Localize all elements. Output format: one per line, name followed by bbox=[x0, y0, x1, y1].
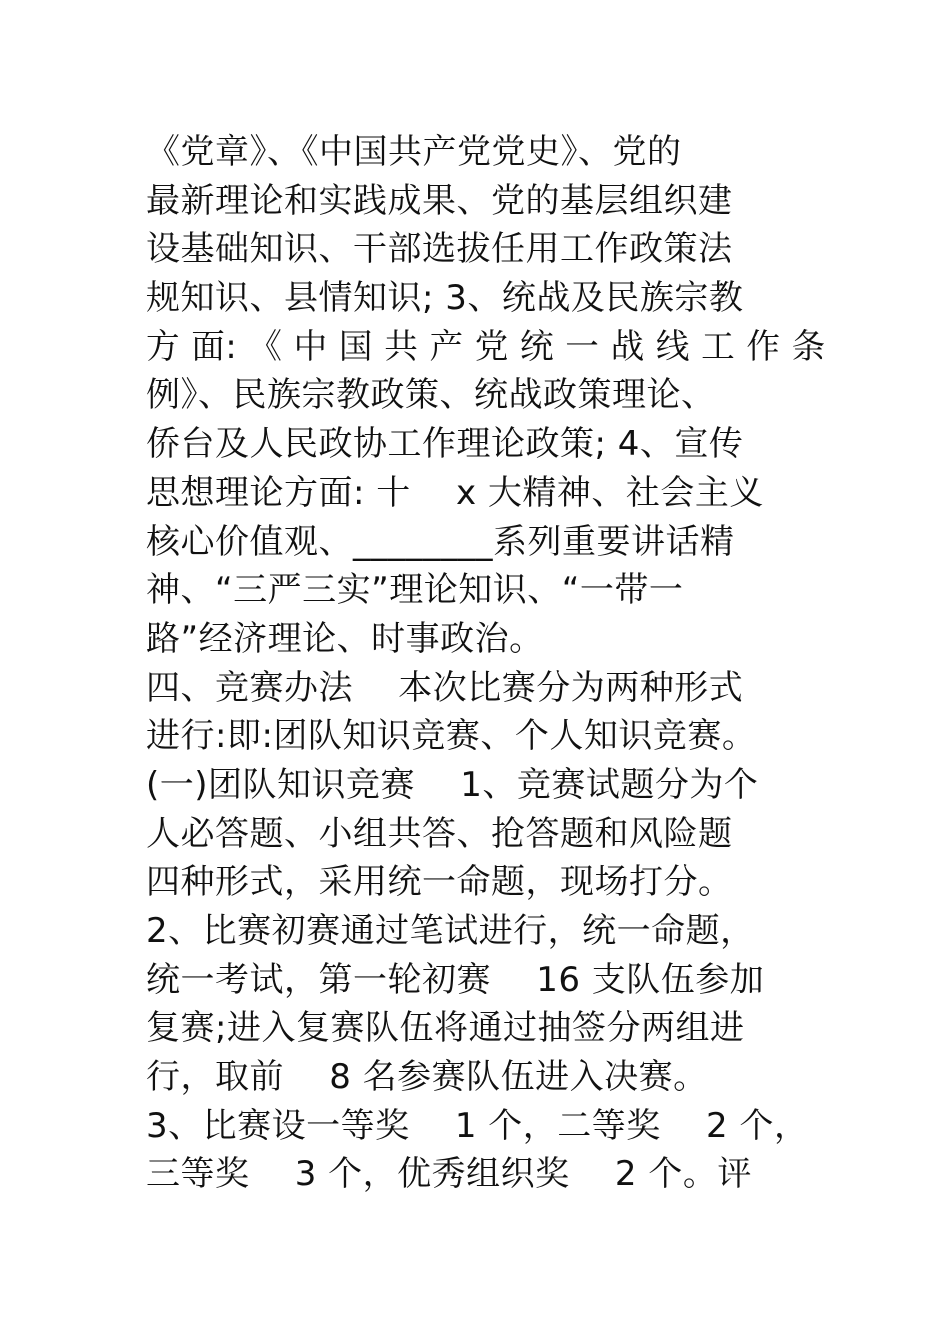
text-line: 方 面: 《 中 国 共 产 党 统 一 战 线 工 作 条 bbox=[146, 326, 826, 367]
text-line: 侨台及人民政协工作理论政策; 4、宣传 bbox=[146, 424, 744, 465]
text-line: 行，取前 8 名参赛队伍进入决赛。 bbox=[146, 1057, 708, 1098]
text-line: 统一考试，第一轮初赛 16 支队伍参加 bbox=[146, 959, 765, 1000]
text-line: 路”经济理论、时事政治。 bbox=[146, 618, 544, 659]
text-line: 四种形式，采用统一命题，现场打分。 bbox=[146, 862, 733, 903]
text-line: 2、比赛初赛通过笔试进行，统一命题， bbox=[146, 911, 755, 951]
text-line: 人必答题、小组共答、抢答题和风险题 bbox=[146, 813, 733, 854]
text-line: 四、竞赛办法 本次比赛分为两种形式 bbox=[146, 667, 744, 708]
text-line: (一)团队知识竞赛 1、竞赛试题分为个 bbox=[146, 764, 759, 805]
text-line: 三等奖 3 个，优秀组织奖 2 个。评 bbox=[146, 1154, 752, 1195]
text-line: 核心价值观、________系列重要讲话精 bbox=[146, 521, 735, 562]
text-line: 3、比赛设一等奖 1 个，二等奖 2 个， bbox=[146, 1105, 809, 1146]
text-line: 思想理论方面: 十 x 大精神、社会主义 bbox=[146, 472, 764, 513]
text-line: 最新理论和实践成果、党的基层组织建 bbox=[146, 180, 733, 221]
text-line: 进行:即:团队知识竞赛、个人知识竞赛。 bbox=[146, 716, 757, 757]
text-line: 规知识、县情知识; 3、统战及民族宗教 bbox=[146, 278, 744, 319]
body-text bbox=[146, 128, 826, 1199]
text-line: 例》、民族宗教政策、统战政策理论、 bbox=[146, 375, 716, 416]
text-line: 设基础知识、干部选拔任用工作政策法 bbox=[146, 229, 733, 270]
text-line: 神、“三严三实”理论知识、“一带一 bbox=[146, 570, 684, 611]
text-line: 复赛;进入复赛队伍将通过抽签分两组进 bbox=[146, 1008, 745, 1049]
text-line: 《党章》、《中国共产党党史》、党的 bbox=[146, 132, 682, 172]
